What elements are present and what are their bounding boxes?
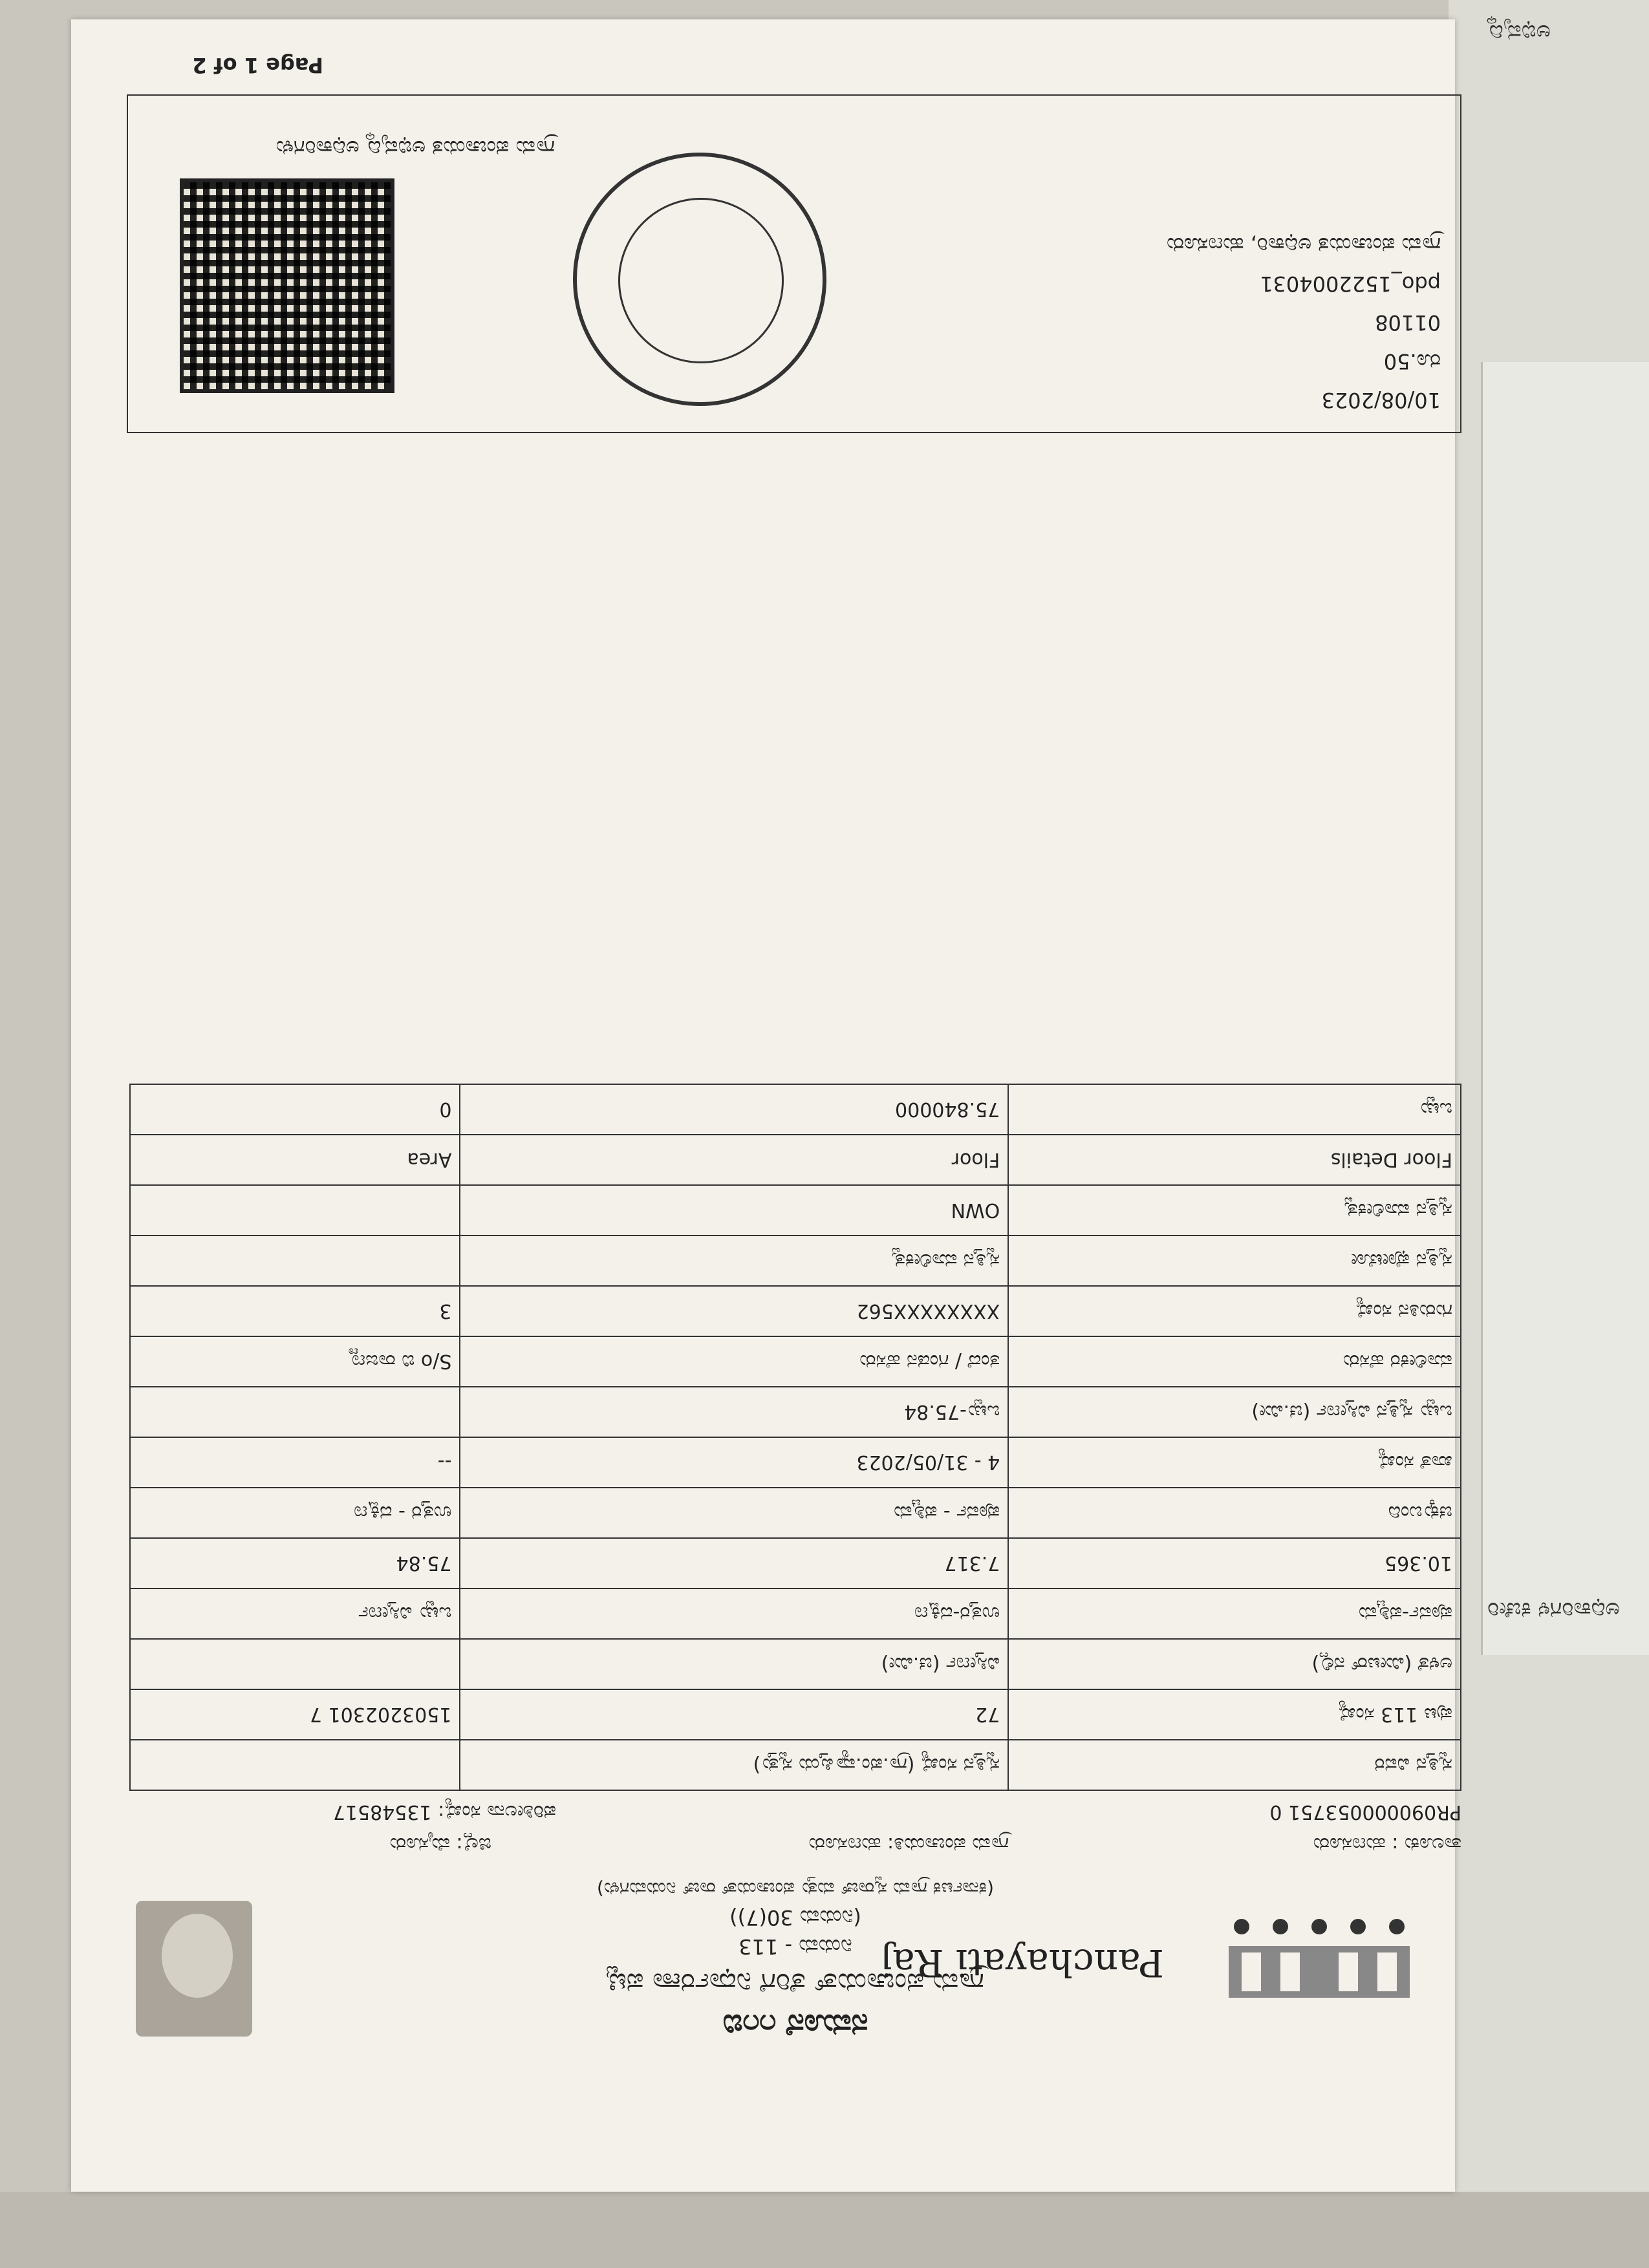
- table-row: [130, 1639, 1461, 1689]
- footer-officer: ಗ್ರಾಮ ಪಂಚಾಯತ ಅಧಿಕಾರಿ, ಹುಣಸೂರು: [1166, 233, 1441, 257]
- table-cell: Floor: [460, 1135, 1008, 1185]
- table-row: [130, 1185, 1461, 1236]
- table-row: [130, 1488, 1461, 1538]
- table-cell: ಅಳತೆ (ಮೀಟರ್ ನಲ್ಲಿ): [1008, 1639, 1461, 1689]
- doc-subheading: ಗ್ರಾಮ ಪಂಚಾಯತ್ ತೆರಿಗೆ ನಿರ್ಧಾರಣಾ ಪಟ್ಟಿ: [607, 1967, 984, 1999]
- table-row: [130, 1084, 1461, 1135]
- side-text-mid: ಅಧಿಕಾರಿಗಳ ಕಚೇರಿ: [1487, 1597, 1620, 1623]
- table-cell: ವಿಸ್ತೀರ್ಣ (ಚ.ಮೀ): [460, 1639, 1008, 1689]
- rule-ref: (ನಿಯಮ 30(7)): [729, 1905, 861, 1930]
- footer-receipt: 01108: [1375, 310, 1441, 335]
- table-cell: ತಂದೆ / ಗಂಡನ ಹೆಸರು: [460, 1336, 1008, 1387]
- brand-text: Panchayati Raj: [881, 1941, 1164, 1985]
- table-cell: ಗುರುತಿನ ಸಂಖ್ಯೆ: [1008, 1286, 1461, 1336]
- footer-block: [127, 94, 1461, 433]
- table-cell: S/o ಬಿ ರಾಜಣ್ಣ: [130, 1336, 460, 1387]
- doc-heading: ನಮೂನೆ ೧೧ಬಿ: [722, 2008, 868, 2043]
- table-cell: 75.840000: [460, 1084, 1008, 1135]
- table-cell: ಒಟ್ಟು-75.84: [460, 1387, 1008, 1437]
- table-cell: ಉತ್ತರ-ದಕ್ಷಿಣ: [460, 1589, 1008, 1639]
- table-cell: ಪುಟ 113 ಸಂಖ್ಯೆ: [1008, 1689, 1461, 1740]
- table-cell: OWN: [460, 1185, 1008, 1236]
- table-row: [130, 1437, 1461, 1488]
- table-cell: ಸ್ವತ್ತಿನ ವಿವರ: [1008, 1740, 1461, 1790]
- table-cell: ಉತ್ತರ - ದಕ್ಷಿಣ: [130, 1488, 460, 1538]
- property-table: [129, 1084, 1461, 1791]
- table-row: [130, 1336, 1461, 1387]
- gp-label: ಗ್ರಾಮ ಪಂಚಾಯತಿ: ಹುಣಸೂರು: [808, 1833, 1009, 1856]
- table-cell: 4 - 31/05/2023: [460, 1437, 1008, 1488]
- table-cell: ಒಟ್ಟು: [1008, 1084, 1461, 1135]
- table-cell: 72: [460, 1689, 1008, 1740]
- section-no: ನಿಯಮ - 113: [738, 1934, 852, 1959]
- property-id: PR090000053751 0: [1269, 1801, 1461, 1823]
- table-row: [130, 1236, 1461, 1286]
- background-paper-edge: [1481, 362, 1649, 1655]
- table-cell: ಸ್ವತ್ತಿನ ಮಾಲೀಕತ್ವ: [460, 1236, 1008, 1286]
- verification-no: ಪರಿಶೀಲನಾ ಸಂಖ್ಯೆ: 13548517: [332, 1801, 556, 1823]
- table-cell: XXXXXXXX562: [460, 1286, 1008, 1336]
- qr-code: [180, 178, 394, 393]
- table-cell: --: [130, 1437, 460, 1488]
- footer-fee: ರೂ.50: [1383, 349, 1441, 374]
- doc-note: (ಕರ್ನಾಟಕ ಗ್ರಾಮ ಸ್ವರಾಜ್ ಮತ್ತು ಪಂಚಾಯತ್ ರಾಜ್ ನಿಯಮಗಳು): [596, 1878, 995, 1899]
- table-cell: [130, 1639, 460, 1689]
- district-label: ಜಿಲ್ಲೆ: ಮೈಸೂರು: [389, 1833, 491, 1856]
- table-cell: 1503202301 7: [130, 1689, 460, 1740]
- footer-pdo-id: pdo_1522004031: [1260, 272, 1441, 296]
- table-row: [130, 1286, 1461, 1336]
- office-stamp: [573, 153, 826, 406]
- table-cell: ಸ್ವತ್ತಿನ ಸಂಖ್ಯೆ (ಗ್ರಾ.ಪಂ.ವ್ಯಾಪ್ತಿಯ ಸ್ವತ್ತು): [460, 1740, 1008, 1790]
- table-row: [130, 1589, 1461, 1639]
- table-cell: ಸ್ವತ್ತಿನ ಮಾಲೀಕತ್ವ: [1008, 1185, 1461, 1236]
- taluk-label: ತಾಲೂಕು : ಹುಣಸೂರು: [1313, 1833, 1461, 1856]
- table-row: [130, 1740, 1461, 1790]
- table-cell: ಒಟ್ಟು ಸ್ವತ್ತಿನ ವಿಸ್ತೀರ್ಣ (ಚ.ಮೀ): [1008, 1387, 1461, 1437]
- table-row: [130, 1135, 1461, 1185]
- side-text-top: ಅಭಿವೃದ್ಧಿ: [1487, 19, 1551, 45]
- table-cell: ಖಾತೆ ಸಂಖ್ಯೆ: [1008, 1437, 1461, 1488]
- table-cell: 3: [130, 1286, 460, 1336]
- table-cell: Area: [130, 1135, 460, 1185]
- footer-sign: ಗ್ರಾಮ ಪಂಚಾಯತ ಅಭಿವೃದ್ಧಿ ಅಧಿಕಾರಿಗಳು: [275, 136, 555, 160]
- table-cell: ಮಾಲೀಕರ ಹೆಸರು: [1008, 1336, 1461, 1387]
- table-row: [130, 1689, 1461, 1740]
- table-row: [130, 1538, 1461, 1589]
- table-cell: 7.317: [460, 1538, 1008, 1589]
- table-cell: ಚಕ್ಕುಬಂದಿ: [1008, 1488, 1461, 1538]
- document-header: [129, 1801, 1461, 2049]
- table-cell: ಒಟ್ಟು ವಿಸ್ತೀರ್ಣ: [130, 1589, 460, 1639]
- table-row: [130, 1387, 1461, 1437]
- table-cell: 75.84: [130, 1538, 460, 1589]
- table-cell: [130, 1236, 460, 1286]
- table-cell: [130, 1740, 460, 1790]
- background-bottom: [0, 2192, 1649, 2268]
- table-cell: ಸ್ವತ್ತಿನ ಫೋಟೋ: [1008, 1236, 1461, 1286]
- table-cell: [130, 1387, 460, 1437]
- table-cell: ಪೂರ್ವ-ಪಶ್ಚಿಮ: [1008, 1589, 1461, 1639]
- table-cell: [130, 1185, 460, 1236]
- document-rotated: [97, 39, 1487, 2075]
- table-cell: 10.365: [1008, 1538, 1461, 1589]
- page-number: Page 1 of 2: [192, 53, 323, 78]
- table-cell: ಪೂರ್ವ - ಪಶ್ಚಿಮ: [460, 1488, 1008, 1538]
- table-cell: Floor Details: [1008, 1135, 1461, 1185]
- footer-date: 10/08/2023: [1321, 388, 1441, 412]
- table-cell: 0: [130, 1084, 460, 1135]
